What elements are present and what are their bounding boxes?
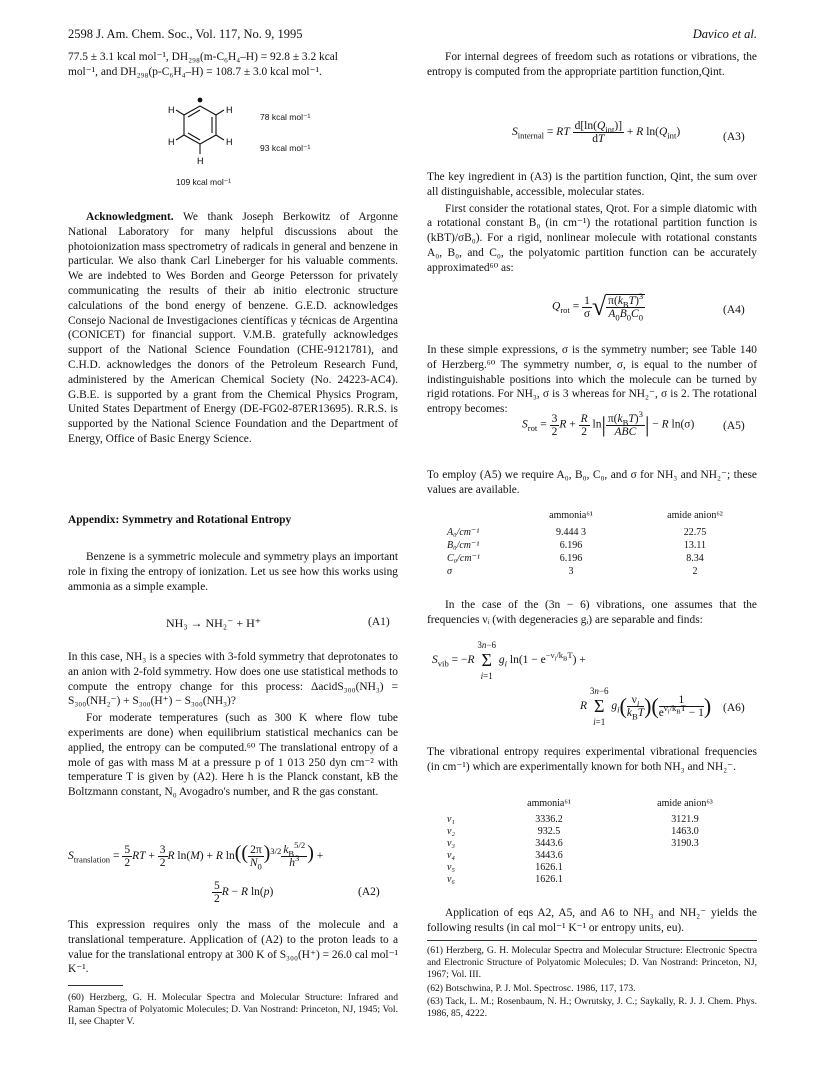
reference-62: (62) Botschwina, P. J. Mol. Spectrosc. 1986, 117, 173. [427, 982, 636, 994]
table1-cell: 2 [692, 566, 698, 577]
footnote-divider-left [68, 985, 123, 986]
appendix-paragraph-4 [68, 918, 398, 977]
table2-row-label: ν₄ [447, 850, 455, 861]
right-paragraph-7 [427, 745, 757, 775]
acknowledgment-section [68, 210, 398, 447]
table2-row-label: ν₂ [447, 826, 455, 837]
table2-header-amide: amide anion⁶³ [657, 798, 713, 809]
table2-row-label: ν₅ [447, 862, 455, 873]
right-paragraph-2 [427, 170, 757, 276]
atom-h-3: H [168, 137, 175, 147]
table2-cell: 3336.2 [535, 814, 563, 825]
reference-60-text: (60) Herzberg, G. H. Molecular Spectra and Molecular Structure: Infrared and Raman Spectra of Polyatomic Molecules; D. Van Nostrand: Princeton, NJ, 1945; Vol. II, see Chapter V. [68, 992, 398, 1028]
reference-63: (63) Tack, L. M.; Rosenbaum, N. H.; Owrutsky, J. C.; Saykally, R. J. J. Chem. Phys. 1986, 85, 4222. [427, 995, 757, 1020]
table2-cell: 1463.0 [671, 826, 699, 837]
right-p2-text: The key ingredient in (A3) is the partition function, Qint, the sum over all distinguishable, accessible, molecular states. [427, 171, 757, 198]
acknowledgment-text: We thank Joseph Berkowitz of Argonne National Laboratory for many helpful discussions about the photoionization mass spectrometry of radicals in general and benzene in particular. We also thank Carl Lineberger for his valuable comments. We are indebted to Wes Borden and George Petersson for privately communicating the results of their ab initio electronic structure calculations of the bond energy of benzene. G.E.D. acknowledges Consejo Nacional de Investigaciones científicas y técnicas de Argentina (CONICET) for financial support. V.M.B. gratefully acknowledges support of the National Science Foundation (CHE-9121781), and C.H.D. acknowledges the donors of the Petroleum Research Fund, administered by the American Chemical Society (No. 24223-AC4). G.B.E. is supported by a grant from the Chemical Physics Program, United States Department of Energy (DE-FG02-87ER13695). R.R.S. is supported by the National Science Foundation and the Department of Energy, Office of Basic Energy Science. [68, 211, 398, 445]
equation-a1: NH₃ → NH₂⁻ + H⁺ [166, 616, 262, 630]
atom-h-2: H [226, 105, 233, 115]
equation-a6-line2: R 3n−6 Σ i=1 $g_i$( $\frac{\nu_i}{k_BT}$ )( $\frac{1}{e^{\nu_i/k_BT} - 1}$ ) [580, 686, 712, 727]
appendix-p4-text: This expression requires only the mass of the molecule and a translational temperature. Application of (A2) to the proton leads to a value for the translational entropy at 300 K of S₃₀₀(H⁺) = 26.0 cal mol⁻¹ K⁻¹. [68, 919, 398, 976]
running-header-right: Davico et al. [692, 27, 757, 41]
atom-h-1: H [168, 105, 175, 115]
table1-cell: 6.196 [559, 553, 583, 564]
equation-a5: $S_{rot}$ = $\frac{3}{2}$ R + $\frac{R}{2}$ ln| $\frac{\pi(k_BT)^3}{\text{ABC}}$ | − R ln(σ) [522, 408, 695, 438]
equation-a6: $S_{vib} = -R$ 3n−6 Σ i=1 $g_i$ $\ln(1 - e^{-\nu_i/k_BT})$ + [432, 640, 586, 681]
table2-header-ammonia: ammonia⁶¹ [527, 798, 571, 809]
appendix-p1-text: Benzene is a symmetric molecule and symmetry plays an important role in fixing the entropy of ionization. Let us see how this works using ammonia as a simple example. [68, 551, 398, 593]
acknowledgment-heading: Acknowledgment. [86, 211, 174, 223]
table2-cell: 3121.9 [671, 814, 699, 825]
equation-a2-number: (A2) [358, 886, 380, 898]
table2-cell: 3443.6 [535, 850, 563, 861]
table2-cell: 1626.1 [535, 862, 563, 873]
table1-row-label: B₀/cm⁻¹ [447, 540, 480, 551]
table1-cell: 8.34 [686, 553, 704, 564]
intro-line-2: mol⁻¹, and DH₂₉₈(p-C₆H₄–H) = 108.7 ± 3.0 kcal mol⁻¹. [68, 65, 322, 78]
equation-a4-number: (A4) [723, 304, 745, 316]
equation-a2: $S_{translation}$ = $\frac{5}{2}$ RT + $\frac{3}{2}$ R ln(M) + R ln(( $\frac{2\pi}{N_0}$ )$^{3/2}$ $\frac{k_B^{5/2}}{h^3}$ ) + [68, 840, 324, 872]
appendix-title: Appendix: Symmetry and Rotational Entropy [68, 514, 292, 526]
table2-cell: 1626.1 [535, 874, 563, 885]
table1-cell: 22.75 [683, 527, 707, 538]
vibrational-frequencies-table [447, 798, 757, 898]
table1-cell: 6.196 [559, 540, 583, 551]
equation-a5-number: (A5) [723, 420, 745, 432]
right-p1-text: For internal degrees of freedom such as rotations or vibrations, the entropy is computed from the appropriate partition function,Qint. [427, 51, 757, 78]
appendix-p3-text: For moderate temperatures (such as 300 K where flow tube experiments are done) when equilibrium statistical mechanics can be applied, the entropy can be computed.⁶⁰ The translational entropy of a mole of gas with mass M at a pressure p of 1 013 250 dyn cm⁻² with temperature T is given by (A2). Here h is the Planck constant, kB the Boltzmann constant, N₀ Avogadro's number, and R the gas constant. [68, 712, 398, 799]
footnote-divider-right [427, 940, 757, 941]
intro-line-1: 77.5 ± 3.1 kcal mol⁻¹, DH₂₉₈(m-C₆H₄–H) = 92.8 ± 3.2 kcal [68, 51, 338, 63]
equation-a1-number: (A1) [368, 616, 390, 628]
right-paragraph-5 [427, 468, 757, 498]
bond-energy-label-1: 78 kcal mol⁻¹ [260, 112, 311, 122]
table2-cell: 3190.3 [671, 838, 699, 849]
equation-a3-number: (A3) [723, 131, 745, 143]
equation-a3: $S_{internal}$ = RT $\frac{d[\ln(Q_{int})]}{dT}$ + R $\ln(Q_{int})$ [512, 120, 681, 145]
right-paragraph-8 [427, 906, 757, 936]
right-p7-text: The vibrational entropy requires experimental vibrational frequencies (in cm⁻¹) which are experimentally known for both NH₃ and NH₂⁻. [427, 746, 757, 773]
right-paragraph-4 [427, 343, 757, 417]
bond-energy-label-3: 109 kcal mol⁻¹ [176, 177, 232, 187]
rotational-constants-table [447, 510, 757, 590]
right-p5-text: To employ (A5) we require A₀, B₀, C₀, and σ for NH₃ and NH₂⁻; these values are available. [427, 469, 757, 496]
reference-60 [68, 992, 398, 1030]
table2-row-label: ν₃ [447, 838, 455, 849]
equation-a6-number: (A6) [723, 702, 745, 714]
equation-a4: $Q_{rot}$ = $\frac{1}{\sigma}$ √ $\frac{\pi(k_BT)^3}{A_0B_0C_0}$ [552, 291, 644, 323]
running-header-left: 2598 J. Am. Chem. Soc., Vol. 117, No. 9, 1995 [68, 27, 303, 41]
table2-row-label: ν₆ [447, 874, 455, 885]
atom-h-4: H [226, 137, 233, 147]
appendix-p2-text: In this case, NH₃ is a species with 3-fold symmetry that deprotonates to an anion with 2-fold symmetry. How does one use statistical methods to compute the entropy change for this process: ΔacidS₃₀₀(NH₃) = S₃₀₀(NH₂⁻) + S₃₀₀(H⁺) − S₃₀₀(NH₃)? [68, 651, 398, 708]
table2-row-label: ν₁ [447, 814, 455, 825]
appendix-paragraph-2 [68, 650, 398, 800]
right-p3-text: First consider the rotational states, Qrot. For a simple diatomic with a rotational constant B₀ (in cm⁻¹) the rotational partition function is (kBT)/σB₀). For a rigid, nonlinear molecule with rotational constants A₀, B₀, and C₀, the polyatomic partition function can be accurately approximated⁶⁰ as: [427, 202, 757, 274]
right-paragraph-6 [427, 598, 757, 628]
table1-row-label: σ [447, 566, 452, 577]
right-paragraph-1 [427, 50, 757, 80]
bond-energy-label-2: 93 kcal mol⁻¹ [260, 143, 311, 153]
appendix-paragraph-1 [68, 550, 398, 594]
right-p6-text: In the case of the (3n − 6) vibrations, one assumes that the frequencies νᵢ (with degeneracies gᵢ) are separable and finds: [427, 599, 757, 626]
table1-cell: 9.444 3 [556, 527, 586, 538]
reference-61: (61) Herzberg, G. H. Molecular Spectra and Molecular Structure: Electronic Spectra and Electronic Structure of Polyatomic Molecules; D. Van Nostrand: Princeton, NJ, 1967; Vol. III. [427, 945, 757, 981]
atom-h-5: H [197, 156, 204, 166]
right-p4-text: In these simple expressions, σ is the symmetry number; see Table 140 of Herzberg.⁶⁰ The symmetry number, σ, is equal to the number of indistinguishable positions into which the molecule can be turned by rigid rotations. For NH₃, σ is 3 whereas for NH₂⁻, σ is 2. The rotational entropy becomes: [427, 344, 757, 416]
table2-cell: 3443.6 [535, 838, 563, 849]
table2-cell: 932.5 [537, 826, 561, 837]
table1-cell: 13.11 [683, 540, 707, 551]
table1-header-amide: amide anion⁶² [667, 510, 723, 521]
references-right [427, 945, 757, 1021]
table1-cell: 3 [568, 566, 574, 577]
left-column [68, 50, 398, 80]
table1-header-ammonia: ammonia⁶¹ [549, 510, 593, 521]
table1-row-label: A₀/cm⁻¹ [447, 527, 480, 538]
equation-a2-line2: $\frac{5}{2}$ R − R ln(p) [214, 880, 274, 905]
table1-row-label: C₀/cm⁻¹ [447, 553, 480, 564]
right-p8-text: Application of eqs A2, A5, and A6 to NH₃ and NH₂⁻ yields the following results (in cal mol⁻¹ K⁻¹ or entropy units, eu). [427, 907, 757, 934]
